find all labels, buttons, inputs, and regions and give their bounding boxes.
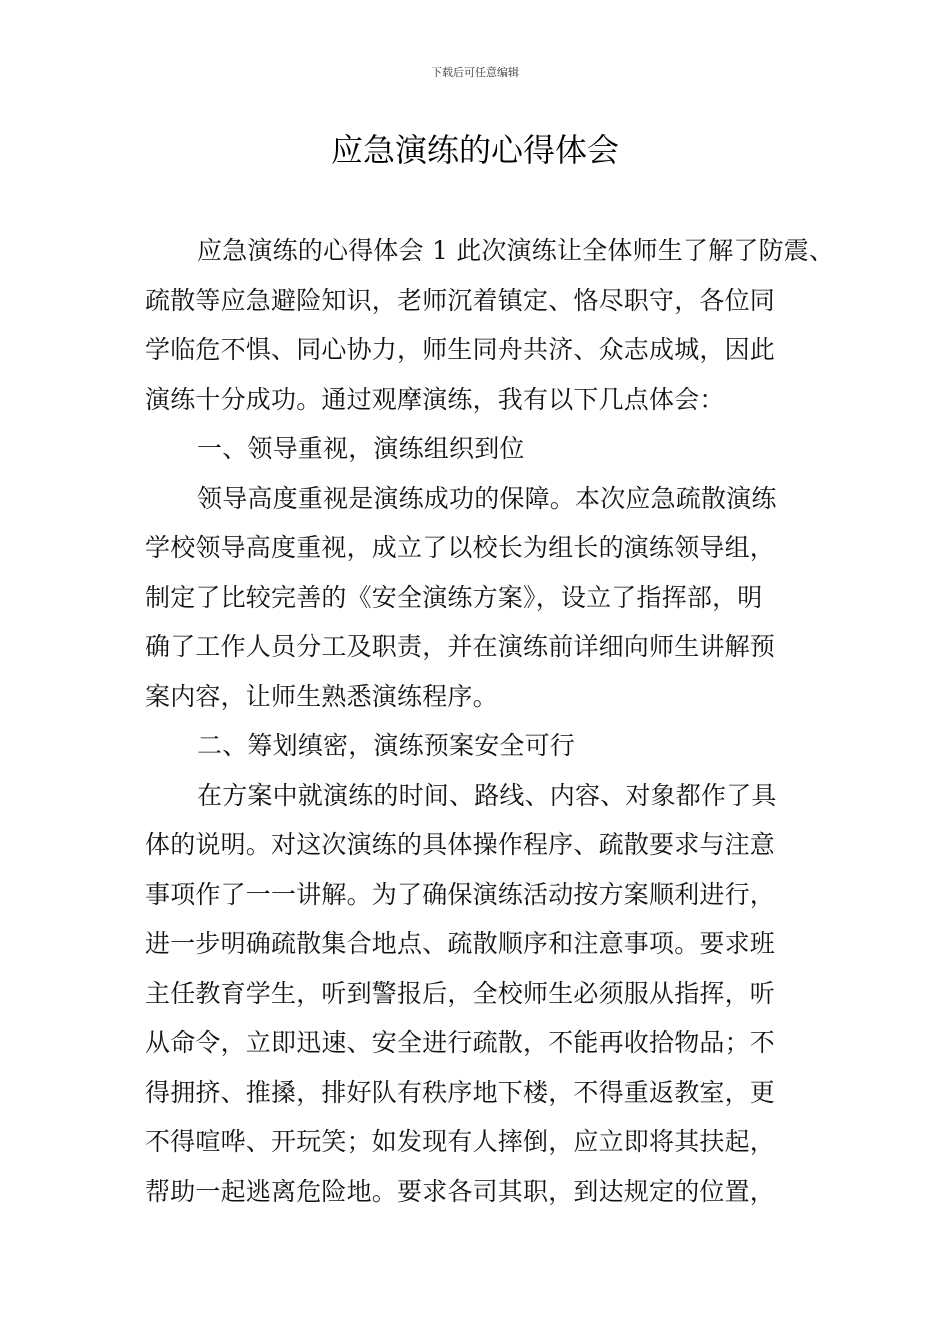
paragraph-line: 体的说明。对这次演练的具体操作程序、疏散要求与注意 bbox=[145, 830, 776, 859]
paragraph-line: 从命令，立即迅速、安全进行疏散，不能再收拾物品；不 bbox=[145, 1028, 776, 1057]
paragraph-line: 应急演练的心得体会 1 此次演练让全体师生了解了防震、 bbox=[197, 236, 835, 265]
page-header-note: 下载后可任意编辑 bbox=[431, 66, 519, 79]
section-heading: 一、领导重视，演练组织到位 bbox=[197, 434, 525, 463]
paragraph-line: 领导高度重视是演练成功的保障。本次应急疏散演练 bbox=[197, 483, 777, 513]
paragraph-line: 主任教育学生，听到警报后，全校师生必须服从指挥，听 bbox=[145, 978, 776, 1008]
paragraph-line: 在方案中就演练的时间、路线、内容、对象都作了具 bbox=[197, 780, 777, 810]
document-body bbox=[145, 226, 835, 1216]
paragraph-line: 事项作了一一讲解。为了确保演练活动按方案顺利进行， bbox=[145, 879, 776, 909]
paragraph-line: 演练十分成功。通过观摩演练，我有以下几点体会： bbox=[145, 384, 725, 414]
paragraph-line: 进一步明确疏散集合地点、疏散顺序和注意事项。要求班 bbox=[145, 929, 776, 958]
paragraph-line: 制定了比较完善的《安全演练方案》，设立了指挥部，明 bbox=[145, 582, 763, 612]
paragraph-line: 疏散等应急避险知识，老师沉着镇定、恪尽职守，各位同 bbox=[145, 285, 776, 315]
section-heading: 二、筹划缜密，演练预案安全可行 bbox=[197, 731, 576, 760]
paragraph-line: 学校领导高度重视，成立了以校长为组长的演练领导组， bbox=[145, 533, 776, 562]
paragraph-line: 案内容，让师生熟悉演练程序。 bbox=[145, 681, 498, 711]
paragraph-line: 帮助一起逃离危险地。要求各司其职，到达规定的位置， bbox=[145, 1176, 776, 1206]
paragraph-line: 不得喧哗、开玩笑；如发现有人摔倒，应立即将其扶起， bbox=[145, 1127, 776, 1156]
paragraph-line: 确了工作人员分工及职责，并在演练前详细向师生讲解预 bbox=[145, 632, 776, 661]
paragraph-line: 得拥挤、推搡，排好队有秩序地下楼，不得重返教室，更 bbox=[145, 1077, 776, 1107]
document-title: 应急演练的心得体会 bbox=[330, 131, 619, 169]
paragraph-line: 学临危不惧、同心协力，师生同舟共济、众志成城，因此 bbox=[145, 335, 776, 364]
